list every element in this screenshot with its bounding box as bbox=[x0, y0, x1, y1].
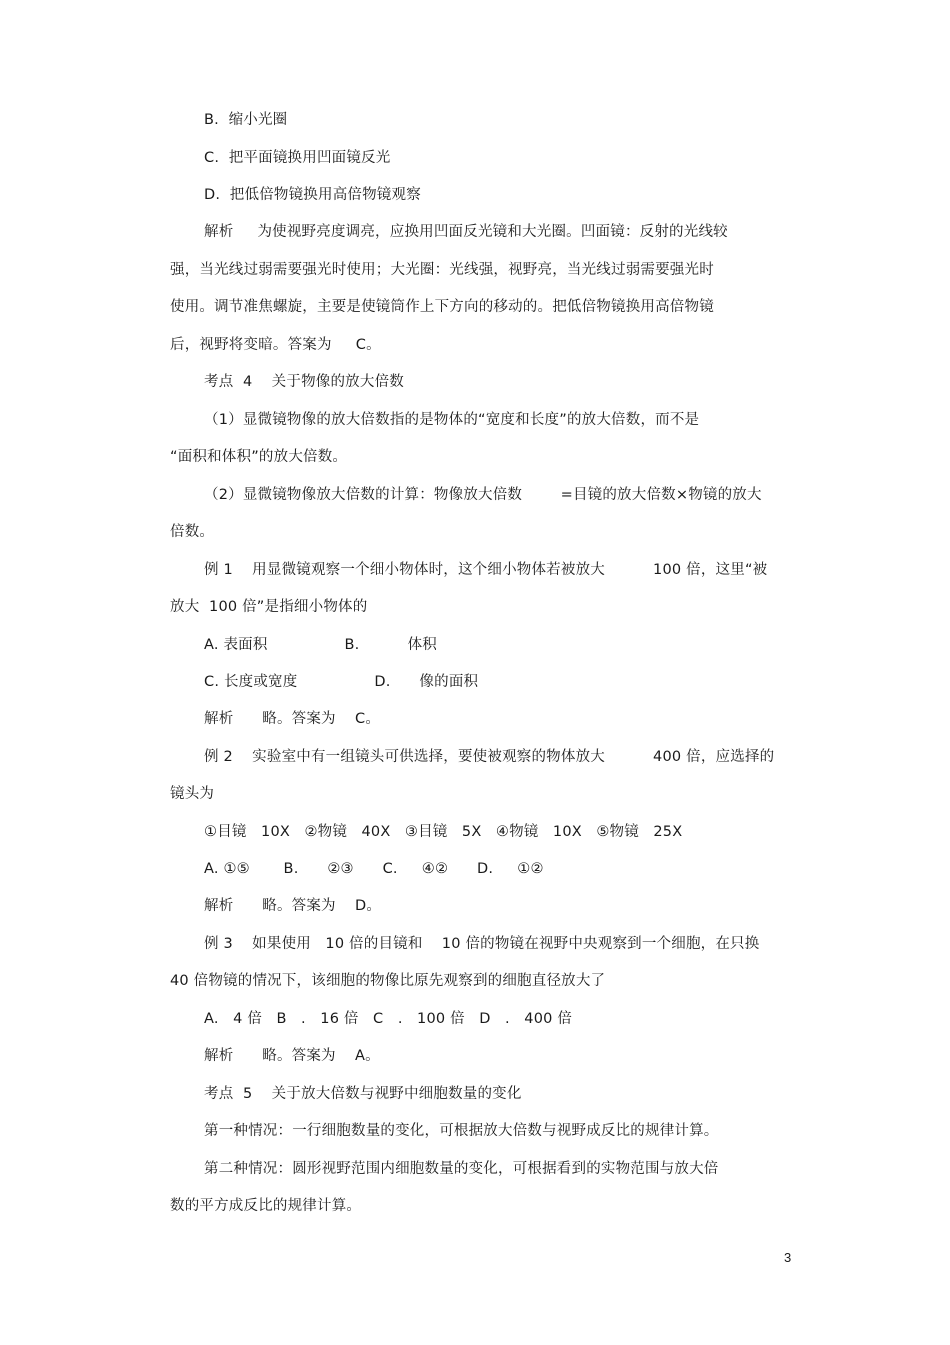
analysis-paragraph-line: 解析 为使视野亮度调亮，应换用凹面反光镜和大光圈。凹面镜：反射的光线较 bbox=[204, 224, 728, 240]
body-paragraph-line: 数的平方成反比的规律计算。 bbox=[170, 1198, 362, 1214]
section-heading: 考点 5 关于放大倍数与视野中细胞数量的变化 bbox=[204, 1086, 522, 1102]
example-question-line: 例 2 实验室中有一组镜头可供选择，要使被观察的物体放大 400 倍，应选择的 bbox=[204, 749, 775, 765]
analysis-paragraph-line: 使用。调节准焦螺旋，主要是使镜筒作上下方向的移动的。把低倍物镜换用高倍物镜 bbox=[170, 299, 714, 315]
example-answer-line: 解析 略。答案为 C。 bbox=[204, 711, 381, 727]
lens-list-line: ①目镜 10X ②物镜 40X ③目镜 5X ④物镜 10X ⑤物镜 25X bbox=[204, 824, 683, 840]
example-options-line: C. 长度或宽度 D. 像的面积 bbox=[204, 674, 479, 690]
body-paragraph-line: （1）显微镜物像的放大倍数指的是物体的“宽度和长度”的放大倍数，而不是 bbox=[204, 412, 700, 428]
example-question-line: 40 倍物镜的情况下，该细胞的物像比原先观察到的细胞直径放大了 bbox=[170, 973, 606, 989]
option-d-text: D. 把低倍物镜换用高倍物镜观察 bbox=[204, 187, 421, 203]
option-c-text: C. 把平面镜换用凹面镜反光 bbox=[204, 150, 391, 166]
example-options-line: A. ①⑤ B. ②③ C. ④② D. ①② bbox=[204, 861, 544, 877]
example-answer-line: 解析 略。答案为 A。 bbox=[204, 1048, 380, 1064]
example-question-line: 镜头为 bbox=[170, 786, 215, 802]
analysis-paragraph-line: 强，当光线过弱需要强光时使用；大光圈：光线强，视野亮，当光线过弱需要强光时 bbox=[170, 262, 714, 278]
example-options-line: A. 表面积 B. 体积 bbox=[204, 637, 437, 653]
option-b-text: B. 缩小光圈 bbox=[204, 112, 288, 128]
example-question-line: 例 1 用显微镜观察一个细小物体时，这个细小物体若被放大 100 倍，这里“被 bbox=[204, 562, 768, 578]
example-options-line: A. 4 倍 B . 16 倍 C . 100 倍 D . 400 倍 bbox=[204, 1011, 573, 1027]
example-question-line: 例 3 如果使用 10 倍的目镜和 10 倍的物镜在视野中央观察到一个细胞，在只换 bbox=[204, 936, 760, 952]
body-paragraph-line: 第二种情况：圆形视野范围内细胞数量的变化，可根据看到的实物范围与放大倍 bbox=[204, 1161, 719, 1177]
body-paragraph-line: 倍数。 bbox=[170, 524, 215, 540]
body-paragraph-line: （2）显微镜物像放大倍数的计算：物像放大倍数 =目镜的放大倍数×物镜的放大 bbox=[204, 487, 762, 503]
body-paragraph-line: 第一种情况：一行细胞数量的变化，可根据放大倍数与视野成反比的规律计算。 bbox=[204, 1123, 719, 1139]
section-heading: 考点 4 关于物像的放大倍数 bbox=[204, 374, 404, 390]
example-answer-line: 解析 略。答案为 D。 bbox=[204, 898, 382, 914]
analysis-paragraph-line: 后，视野将变暗。答案为 C。 bbox=[170, 337, 381, 353]
body-paragraph-line: “面积和体积”的放大倍数。 bbox=[170, 449, 348, 465]
example-question-line: 放大 100 倍”是指细小物体的 bbox=[170, 599, 368, 615]
page-number: 3 bbox=[784, 1250, 792, 1265]
